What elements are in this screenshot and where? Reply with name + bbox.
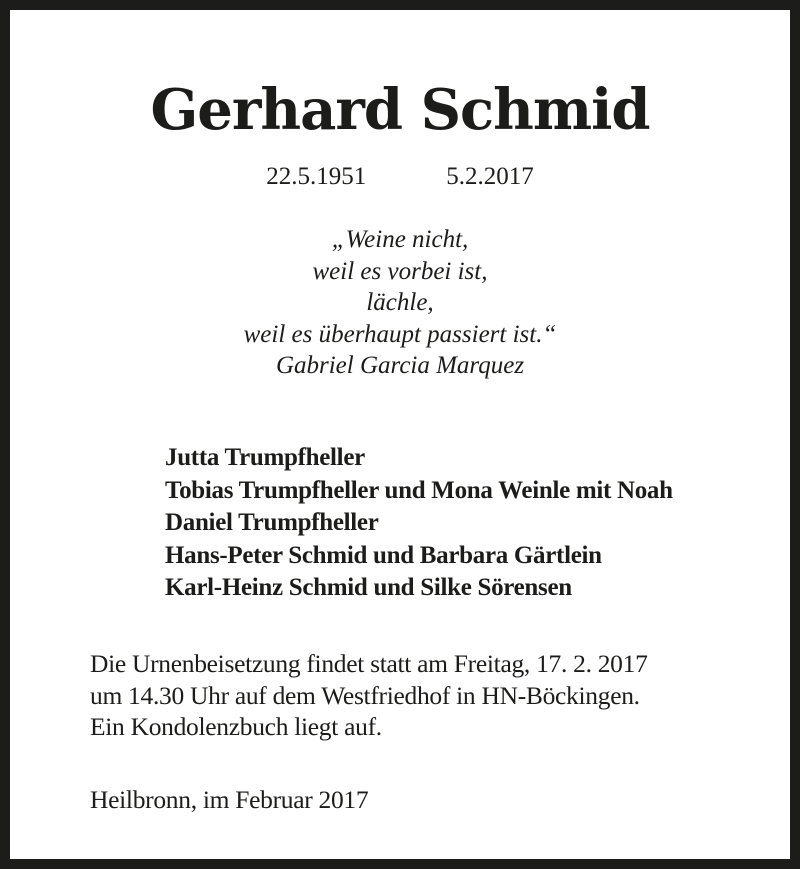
mourners-list — [165, 442, 673, 605]
quote-author: Gabriel Garcia Marquez — [275, 352, 525, 379]
place-and-date: Heilbronn, im Februar 2017 — [90, 785, 369, 814]
mourner: Hans-Peter Schmid und Barbara Gärtlein — [165, 541, 602, 569]
quote-block — [10, 224, 790, 382]
mourner: Daniel Trumpfheller — [165, 509, 379, 536]
quote-line: lächle, — [366, 289, 434, 316]
life-dates — [10, 162, 790, 192]
announcement-line: um 14.30 Uhr auf dem Westfriedhof in HN-Böckingen. — [90, 680, 640, 710]
announcement-line: Die Urnenbeisetzung findet statt am Freitag, 17. 2. 2017 — [90, 649, 648, 678]
deceased-name: Gerhard Schmid — [150, 77, 650, 143]
quote-line: „Weine nicht, — [331, 226, 469, 253]
death-date: 5.2.2017 — [446, 163, 534, 190]
quote-line: weil es überhaupt passiert ist.“ — [243, 320, 557, 348]
funeral-announcement — [90, 648, 648, 743]
mourner: Karl-Heinz Schmid und Silke Sörensen — [165, 574, 572, 601]
quote-line: weil es vorbei ist, — [312, 257, 488, 285]
mourner: Tobias Trumpfheller und Mona Weinle mit Noah — [165, 476, 673, 504]
birth-date: 22.5.1951 — [266, 163, 367, 190]
announcement-line: Ein Kondolenzbuch liegt auf. — [90, 712, 382, 741]
mourner: Jutta Trumpfheller — [165, 444, 365, 471]
